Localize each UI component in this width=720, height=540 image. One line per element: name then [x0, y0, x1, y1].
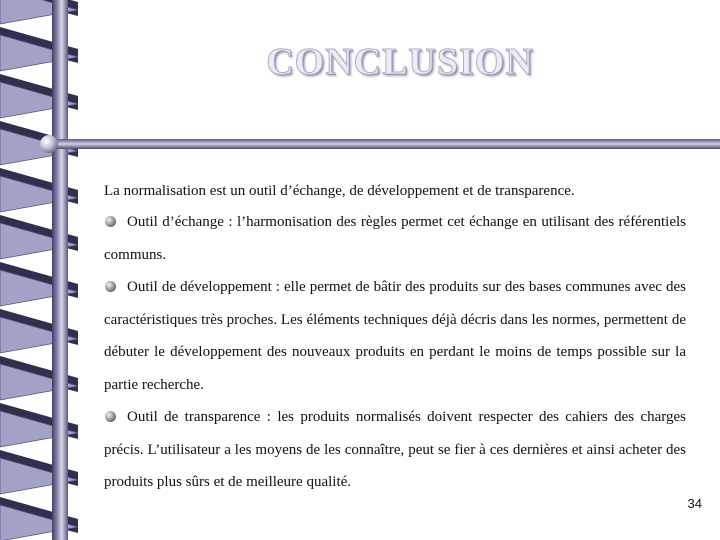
page-number: 34 — [687, 496, 702, 511]
horizontal-divider — [52, 139, 720, 149]
bullet-text: Outil d’échange : l’harmonisation des règles permet cet échange en utilisant des référentiels communs. — [104, 214, 686, 263]
bullet-item — [104, 206, 686, 271]
divider-knob — [40, 135, 58, 153]
bullet-text: Outil de développement : elle permet de bâtir des produits sur des bases communes avec des caractéristiques très proches. Les éléments techniques déjà décris dans les normes, permettent de débuter le développement des nouveaux produits en perdant le moins de temps possible sur la partie recherche. — [104, 279, 686, 393]
slide-title: CONCLUSION — [266, 41, 534, 83]
intro-paragraph: La normalisation est un outil d’échange, de développement et de transparence. — [104, 183, 575, 199]
bullet-icon — [105, 281, 116, 292]
bullet-item — [104, 271, 686, 401]
bullet-icon — [105, 216, 116, 227]
bullet-icon — [105, 411, 116, 422]
slide-body — [104, 176, 686, 499]
bullet-text: Outil de transparence : les produits normalisés doivent respecter des cahiers des charges précis. L’utilisateur a les moyens de les connaître, peut se fier à ces dernières et ainsi acheter des produits plus sûrs et de meilleure qualité. — [104, 409, 686, 490]
bullet-item — [104, 401, 686, 499]
